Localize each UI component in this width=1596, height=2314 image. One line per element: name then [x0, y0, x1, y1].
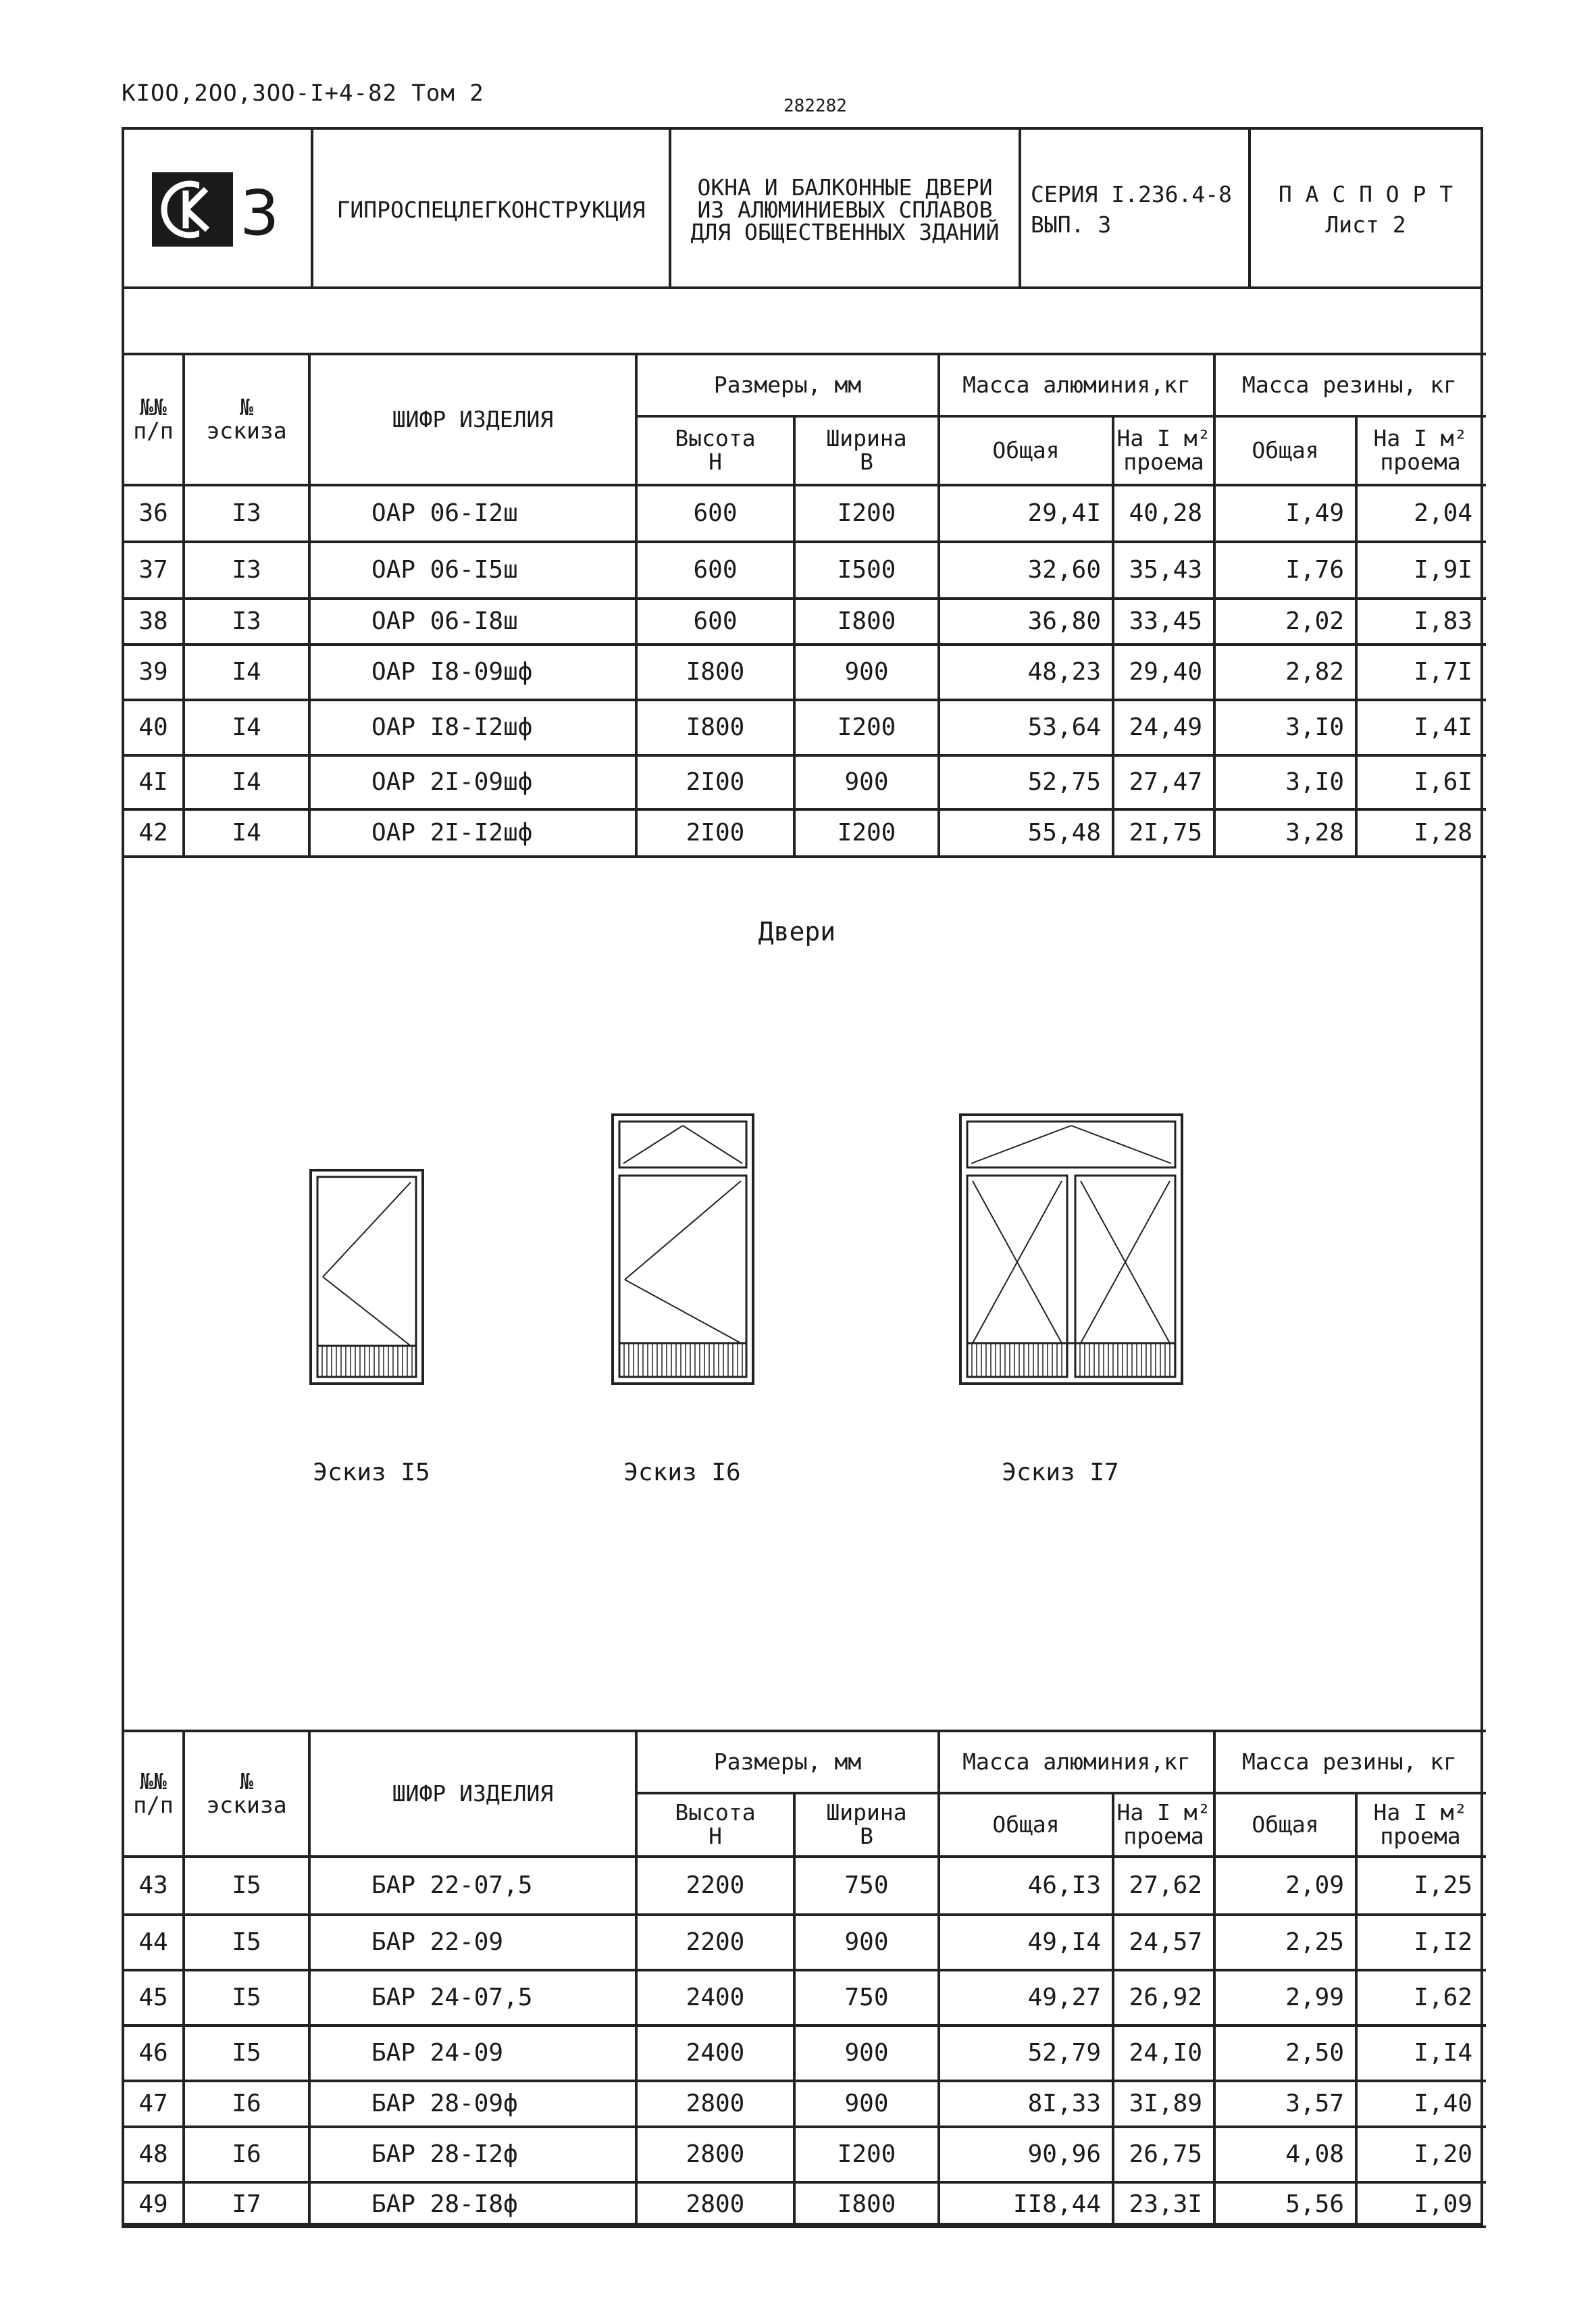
- table2-cell-at: 90,96: [1027, 2140, 1101, 2169]
- table2-col-height-line: Высота: [675, 1799, 756, 1826]
- table1-cell-s: I3: [232, 556, 261, 584]
- table2-cell-rt: 2,50: [1285, 2039, 1344, 2067]
- table1-cell-s: I4: [232, 768, 261, 797]
- table1-cell-h: 2I00: [686, 819, 745, 847]
- table1-col-alu-per-m2-line: проема: [1123, 449, 1204, 475]
- table2-col-alu-per-m2-line: На I м²: [1116, 1799, 1211, 1826]
- document-title: [671, 132, 1019, 286]
- table1-cell-code: ОАР 06-I2ш: [371, 499, 518, 528]
- table-line: [308, 1730, 311, 2228]
- table1-cell-n: 37: [138, 556, 168, 584]
- table2-cell-rt: 3,57: [1285, 2090, 1344, 2118]
- table1-cell-code: ОАР 06-I5ш: [371, 556, 518, 584]
- table-line: [793, 1792, 796, 2228]
- title-line-2: ИЗ АЛЮМИНИЕВЫХ СПЛАВОВ: [697, 196, 993, 223]
- table1-cell-rt: 3,28: [1285, 819, 1344, 847]
- door-sketch-16-icon: [611, 1113, 754, 1385]
- table1-cell-at: 36,80: [1027, 607, 1101, 636]
- table1-cell-code: ОАР I8-I2шф: [371, 713, 533, 742]
- table2-cell-code: БАР 28-I8ф: [371, 2190, 518, 2219]
- table2-col-width: [796, 1794, 937, 1855]
- doors-section-title: Двери: [758, 917, 836, 947]
- table2-cell-am: 26,75: [1129, 2140, 1202, 2169]
- table1-cell-rm: 2,04: [1414, 499, 1472, 528]
- table2-col-number-line: п/п: [133, 1792, 174, 1818]
- table1-col-width-line: Ширина: [826, 425, 907, 452]
- table2-col-code: ШИФР ИЗДЕЛИЯ: [392, 1780, 554, 1807]
- table-line: [1112, 1792, 1114, 2228]
- table-line: [635, 1730, 638, 2228]
- table2-col-height-line: Н: [709, 1823, 722, 1849]
- table2-cell-w: I800: [837, 2190, 896, 2219]
- table1-cell-s: I4: [232, 713, 261, 742]
- logo-letter: 3: [240, 177, 280, 249]
- table1-cell-at: 55,48: [1027, 819, 1101, 847]
- table1-col-sketch-line: эскиза: [206, 418, 287, 444]
- table1-cell-h: 600: [693, 499, 738, 528]
- table-line: [122, 855, 1486, 858]
- table2-cell-code: БАР 22-07,5: [371, 1871, 533, 1900]
- table2-col-rubber-per-m2-line: На I м²: [1373, 1799, 1468, 1826]
- table1-cell-am: 29,40: [1129, 658, 1202, 686]
- table2-col-alu-per-m2-line: проема: [1123, 1823, 1204, 1849]
- table1-col-width: [796, 418, 937, 484]
- table1-cell-h: 600: [693, 556, 738, 584]
- table1-cell-w: I200: [837, 819, 896, 847]
- table1-col-alu-per-m2: [1114, 418, 1213, 484]
- sketch-caption-15: Эскиз I5: [313, 1459, 430, 1487]
- table1-col-sketch-line: №: [240, 394, 253, 421]
- table1-col-code: ШИФР ИЗДЕЛИЯ: [392, 405, 554, 432]
- table1-cell-am: 33,45: [1129, 607, 1202, 636]
- door-sketch-17-icon: [959, 1113, 1183, 1385]
- table2-cell-w: 900: [844, 2039, 889, 2067]
- table2-col-alu: Масса алюминия,кг: [962, 1748, 1191, 1775]
- table1-cell-at: 48,23: [1027, 658, 1101, 686]
- table2-col-sketch-line: эскиза: [206, 1792, 287, 1818]
- table1-cell-rm: I,83: [1414, 607, 1472, 636]
- table2-cell-rt: 5,56: [1285, 2190, 1344, 2219]
- table1-cell-h: 2I00: [686, 768, 745, 797]
- table2-cell-code: БАР 24-09: [371, 2039, 504, 2067]
- table2-col-sizes: Размеры, мм: [713, 1748, 862, 1775]
- table2-cell-n: 46: [138, 2039, 168, 2067]
- table1-col-rubber-per-m2-line: проема: [1380, 449, 1461, 475]
- table1-cell-n: 38: [138, 607, 168, 636]
- table2-cell-n: 48: [138, 2140, 168, 2169]
- table1-col-height-line: Высота: [675, 425, 756, 452]
- table2-cell-h: 2200: [686, 1928, 745, 1957]
- table-line: [793, 415, 796, 858]
- table1-col-rubber-total: Общая: [1252, 436, 1319, 463]
- table-line: [937, 353, 940, 858]
- table1-cell-rm: I,4I: [1414, 713, 1472, 742]
- table2-col-number-line: №№: [140, 1768, 167, 1795]
- table-line: [182, 1730, 185, 2228]
- table1-cell-h: I800: [686, 713, 745, 742]
- table2-col-width-line: В: [860, 1823, 873, 1849]
- table1-cell-rm: I,28: [1414, 819, 1472, 847]
- table2-col-sketch-line: №: [240, 1768, 253, 1795]
- door-sketch-15-icon: [309, 1169, 424, 1385]
- table2-cell-h: 2800: [686, 2090, 745, 2118]
- table2-cell-h: 2400: [686, 2039, 745, 2067]
- table1-cell-s: I4: [232, 819, 261, 847]
- table2-cell-rm: I,25: [1414, 1871, 1472, 1900]
- table2-cell-code: БАР 28-09ф: [371, 2090, 518, 2118]
- table1-cell-rt: I,76: [1285, 556, 1344, 584]
- sketch-caption-16: Эскиз I6: [623, 1459, 741, 1487]
- table2-cell-n: 45: [138, 1984, 168, 2012]
- table2-cell-at: 52,79: [1027, 2039, 1101, 2067]
- table1-col-rubber-per-m2: [1358, 418, 1483, 484]
- table2-cell-rt: 2,99: [1285, 1984, 1344, 2012]
- table1-col-sketch: [185, 355, 308, 484]
- table2-cell-am: 24,I0: [1129, 2039, 1202, 2067]
- table2-cell-am: 3I,89: [1129, 2090, 1202, 2118]
- table-line: [1213, 353, 1216, 858]
- table1-cell-rt: 2,82: [1285, 658, 1344, 686]
- table1-cell-s: I3: [232, 499, 261, 528]
- table1-col-height-line: Н: [709, 449, 722, 475]
- table2-col-alu-total: Общая: [992, 1811, 1060, 1838]
- table-line: [1355, 1792, 1358, 2228]
- table-line: [122, 2225, 1486, 2228]
- series-info: [1021, 132, 1248, 286]
- table1-col-alu-total: Общая: [992, 436, 1060, 463]
- table2-cell-s: I5: [232, 1928, 261, 1957]
- table1-cell-rt: I,49: [1285, 499, 1344, 528]
- table1-cell-w: I500: [837, 556, 896, 584]
- table1-col-rubber-per-m2-line: На I м²: [1373, 425, 1468, 452]
- table1-cell-rt: 2,02: [1285, 607, 1344, 636]
- table-line: [1213, 1730, 1216, 2228]
- table2-cell-w: 900: [844, 2090, 889, 2118]
- title-bottom-line: [122, 286, 1483, 289]
- table-line: [937, 1730, 940, 2228]
- org-logo-icon: [152, 172, 233, 247]
- table2-cell-n: 49: [138, 2190, 168, 2219]
- table2-cell-h: 2400: [686, 1984, 745, 2012]
- table1-col-number: [124, 355, 182, 484]
- table2-cell-rm: I,I4: [1414, 2039, 1472, 2067]
- table2-cell-rm: I,62: [1414, 1984, 1472, 2012]
- sheet-number: Лист 2: [1325, 211, 1406, 238]
- table2-cell-w: 900: [844, 1928, 889, 1957]
- table2-col-rubber: Масса резины, кг: [1242, 1748, 1457, 1775]
- table2-cell-at: 8I,33: [1027, 2090, 1101, 2118]
- table2-cell-s: I7: [232, 2190, 261, 2219]
- table2-col-sketch: [185, 1732, 308, 1855]
- table1-cell-n: 4I: [138, 768, 168, 797]
- table1-cell-rm: I,6I: [1414, 768, 1472, 797]
- table2-col-rubber-per-m2: [1358, 1794, 1483, 1855]
- table1-cell-n: 36: [138, 499, 168, 528]
- table2-cell-w: 750: [844, 1984, 889, 2012]
- table1-cell-code: ОАР 2I-I2шф: [371, 819, 533, 847]
- table2-cell-at: 46,I3: [1027, 1871, 1101, 1900]
- table1-col-alu-per-m2-line: На I м²: [1116, 425, 1211, 452]
- table1-cell-w: I200: [837, 713, 896, 742]
- table1-cell-h: I800: [686, 658, 745, 686]
- table1-cell-n: 40: [138, 713, 168, 742]
- title-line-1: ОКНА И БАЛКОННЫЕ ДВЕРИ: [697, 174, 993, 201]
- table2-cell-s: I5: [232, 1871, 261, 1900]
- table2-cell-s: I6: [232, 2090, 261, 2118]
- table2-cell-rt: 2,25: [1285, 1928, 1344, 1957]
- table2-cell-h: 2200: [686, 1871, 745, 1900]
- table1-cell-n: 42: [138, 819, 168, 847]
- table2-cell-n: 47: [138, 2090, 168, 2118]
- table1-cell-am: 27,47: [1129, 768, 1202, 797]
- table1-cell-h: 600: [693, 607, 738, 636]
- title-divider: [669, 127, 671, 289]
- table2-cell-rm: I,I2: [1414, 1928, 1472, 1957]
- table2-cell-am: 23,3I: [1129, 2190, 1202, 2219]
- table1-col-height: [638, 418, 793, 484]
- document-type: П А С П О Р Т: [1278, 181, 1453, 207]
- table2-cell-code: БАР 22-09: [371, 1928, 504, 1957]
- table1-cell-w: I200: [837, 499, 896, 528]
- sketch-caption-17: Эскиз I7: [1002, 1459, 1119, 1487]
- table1-cell-w: 900: [844, 768, 889, 797]
- table2-col-width-line: Ширина: [826, 1799, 907, 1826]
- table2-col-number: [124, 1732, 182, 1855]
- table1-cell-s: I3: [232, 607, 261, 636]
- series-number: СЕРИЯ I.236.4-8: [1031, 181, 1233, 207]
- table-line: [182, 353, 185, 858]
- table2-cell-s: I5: [232, 1984, 261, 2012]
- title-divider: [311, 127, 313, 289]
- table2-cell-h: 2800: [686, 2190, 745, 2219]
- table2-cell-am: 26,92: [1129, 1984, 1202, 2012]
- table2-cell-at: 49,27: [1027, 1984, 1101, 2012]
- table2-cell-code: БАР 24-07,5: [371, 1984, 533, 2012]
- table2-cell-am: 24,57: [1129, 1928, 1202, 1957]
- table1-cell-am: 24,49: [1129, 713, 1202, 742]
- table1-cell-at: 53,64: [1027, 713, 1101, 742]
- table2-cell-code: БАР 28-I2ф: [371, 2140, 518, 2169]
- table2-cell-rm: I,40: [1414, 2090, 1472, 2118]
- passport-info: [1251, 132, 1481, 286]
- table2-cell-s: I6: [232, 2140, 261, 2169]
- issue-number: ВЫП. 3: [1031, 211, 1112, 238]
- table1-cell-n: 39: [138, 658, 168, 686]
- table1-cell-s: I4: [232, 658, 261, 686]
- table2-cell-n: 43: [138, 1871, 168, 1900]
- table1-col-number-line: №№: [140, 394, 167, 421]
- table1-cell-rt: 3,I0: [1285, 713, 1344, 742]
- table1-cell-am: 40,28: [1129, 499, 1202, 528]
- title-divider: [1248, 127, 1251, 289]
- table1-cell-rm: I,7I: [1414, 658, 1472, 686]
- table1-cell-at: 29,4I: [1027, 499, 1101, 528]
- table1-cell-am: 2I,75: [1129, 819, 1202, 847]
- table-line: [1355, 415, 1358, 858]
- table-line: [635, 353, 638, 858]
- table1-col-width-line: В: [860, 449, 873, 475]
- title-line-3: ДЛЯ ОБЩЕСТВЕННЫХ ЗДАНИЙ: [690, 218, 1000, 245]
- table2-cell-rm: I,20: [1414, 2140, 1472, 2169]
- table1-cell-rm: I,9I: [1414, 556, 1472, 584]
- table2-cell-s: I5: [232, 2039, 261, 2067]
- table1-col-number-line: п/п: [133, 418, 174, 444]
- table-line: [308, 353, 311, 858]
- table1-cell-am: 35,43: [1129, 556, 1202, 584]
- table1-cell-w: 900: [844, 658, 889, 686]
- table-line: [1112, 415, 1114, 858]
- table1-cell-w: I800: [837, 607, 896, 636]
- table1-col-sizes: Размеры, мм: [713, 371, 862, 398]
- table1-cell-at: 52,75: [1027, 768, 1101, 797]
- document-reference: KIOO,2OO,3OO-I+4-82 Том 2: [122, 80, 484, 107]
- table2-cell-at: 49,I4: [1027, 1928, 1101, 1957]
- table1-cell-rt: 3,I0: [1285, 768, 1344, 797]
- table1-col-rubber: Масса резины, кг: [1242, 371, 1457, 398]
- table1-cell-code: ОАР 06-I8ш: [371, 607, 518, 636]
- table2-col-alu-per-m2: [1114, 1794, 1213, 1855]
- table2-cell-w: 750: [844, 1871, 889, 1900]
- table1-cell-at: 32,60: [1027, 556, 1101, 584]
- table2-cell-n: 44: [138, 1928, 168, 1957]
- table2-col-rubber-per-m2-line: проема: [1380, 1823, 1461, 1849]
- table2-cell-h: 2800: [686, 2140, 745, 2169]
- table2-cell-w: I200: [837, 2140, 896, 2169]
- table2-cell-rt: 4,08: [1285, 2140, 1344, 2169]
- page-number: 282282: [783, 96, 847, 116]
- table1-cell-code: ОАР I8-09шф: [371, 658, 533, 686]
- table2-cell-rm: I,09: [1414, 2190, 1472, 2219]
- table2-cell-at: II8,44: [1012, 2190, 1101, 2219]
- title-divider: [1019, 127, 1021, 289]
- table2-cell-rt: 2,09: [1285, 1871, 1344, 1900]
- table1-col-alu: Масса алюминия,кг: [962, 371, 1191, 398]
- organization-name: ГИПРОСПЕЦЛЕГКОНСТРУКЦИЯ: [336, 196, 646, 223]
- table2-col-height: [638, 1794, 793, 1855]
- table1-cell-code: ОАР 2I-09шф: [371, 768, 533, 797]
- table2-cell-am: 27,62: [1129, 1871, 1202, 1900]
- table2-col-rubber-total: Общая: [1252, 1811, 1319, 1838]
